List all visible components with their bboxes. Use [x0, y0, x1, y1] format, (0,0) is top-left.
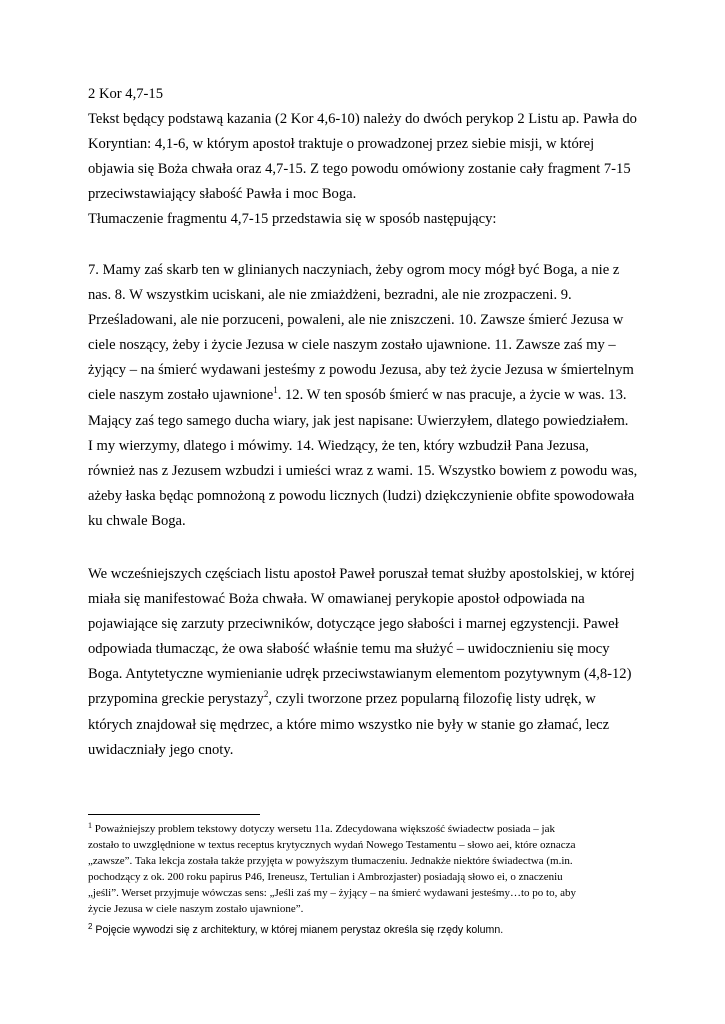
intro-section	[88, 82, 640, 233]
translation-line: I my wierzymy, dlatego i mówimy. 14. Wiedzący, że ten, który wzbudził Pana Jezusa,	[88, 437, 589, 454]
commentary-ref-text-end: , czyli tworzone przez popularną filozofię listy udręk, w	[268, 691, 596, 708]
commentary-line: uwidaczniały jego cnoty.	[88, 741, 234, 758]
footnote-ref-1[interactable]: 1	[273, 385, 278, 396]
footnote-1	[88, 821, 640, 917]
commentary-line: We wcześniejszych częściach listu apostoł Paweł poruszał temat służby apostolskiej, w której	[88, 566, 635, 582]
intro-line: Tekst będący podstawą kazania (2 Kor 4,6-10) należy do dwóch perykop 2 Listu ap. Pawła do	[88, 111, 637, 128]
footnote-line: pochodzący z ok. 200 roku papirus P46, Ireneusz, Tertulian i Ambrozjaster) posiadają słowo ei, o znaczeniu	[88, 871, 563, 883]
commentary-paragraph	[88, 562, 640, 763]
footnote-1-text: Poważniejszy problem tekstowy dotyczy wersetu 11a. Zdecydowana większość świadectw posiada – jak	[94, 823, 555, 835]
footnote-line: zostało to uwzględnione w textus receptus krytycznych wydań Nowego Testamentu – słowo aei, które oznacza	[88, 839, 576, 851]
footnote-line	[88, 922, 640, 938]
footnote-ref-2[interactable]: 2	[263, 689, 269, 700]
footnote-separator	[88, 814, 260, 815]
footnote-2-marker: 2	[88, 922, 93, 931]
commentary-line-with-footnote	[88, 687, 640, 712]
translation-line: ciele noszący, żeby i życie Jezusa w ciele naszym zostało ujawnione. 11. Zawsze zaś my –	[88, 337, 616, 354]
footnote-line: „jeśli”. Werset przyjmuje wówczas sens: „Jeśli zaś my – żyjący – na śmierć wydawani jesteśmy…to po to, aby	[88, 887, 576, 899]
commentary-line: odpowiada tłumacząc, że owa słabość właśnie temu ma służyć – uwidocznieniu się mocy	[88, 641, 610, 658]
translation-line: również nas z Jezusem wzbudzi i umieści wraz z wami. 15. Wszystko bowiem z powodu was,	[88, 462, 638, 479]
translation-line: Prześladowani, ale nie porzuceni, powaleni, ale nie zniszczeni. 10. Zawsze śmierć Jezusa w	[88, 312, 624, 329]
commentary-line: Boga. Antytetyczne wymienianie udręk przeciwstawianym elementom pozytywnym (4,8-12)	[88, 666, 632, 683]
commentary-line: pojawiające się zarzuty przeciwników, dotyczące jego słabości i marnej egzystencji. Paweł	[88, 616, 619, 633]
intro-line: Koryntian: 4,1-6, w którym apostoł traktuje o prowadzonej przez siebie misji, w której	[88, 136, 595, 153]
translation-line-with-footnote	[88, 383, 640, 408]
footnote-line	[88, 821, 640, 837]
commentary-ref-text: przypomina greckie perystazy	[88, 691, 264, 708]
footnote-1-marker: 1	[88, 821, 92, 830]
commentary-line: miała się manifestować Boża chwała. W omawianej perykopie apostoł odpowiada na	[88, 591, 585, 608]
document-heading: 2 Kor 4,7-15	[88, 86, 163, 102]
translation-ref-text-end: . 12. W ten sposób śmierć w nas pracuje, a życie w was. 13.	[277, 387, 627, 404]
footnote-2-text: Pojęcie wywodzi się z architektury, w której mianem perystaz określa się rzędy kolumn.	[95, 924, 504, 936]
translation-paragraph	[88, 258, 640, 534]
commentary-line: których znajdował się mędrzec, a które mimo wszystko nie były w stanie go złamać, lecz	[88, 716, 610, 733]
intro-line: objawia się Boża chwała oraz 4,7-15. Z tego powodu omówiony zostanie cały fragment 7-15	[88, 161, 631, 178]
translation-line: nas. 8. W wszystkim uciskani, ale nie zmiażdżeni, bezradni, ale nie zrozpaczeni. 9.	[88, 287, 572, 304]
footnote-line: życie Jezusa w ciele naszym zostało ujawnione”.	[88, 903, 304, 915]
translation-ref-text: ciele naszym zostało ujawnione	[88, 387, 274, 404]
footnote-2	[88, 922, 640, 938]
intro-line: przeciwstawiający słabość Pawła i moc Boga.	[88, 186, 357, 203]
translation-line: Mający zaś tego samego ducha wiary, jak jest napisane: Uwierzyłem, dlatego powiedziałem.	[88, 412, 629, 429]
translation-line: żyjący – na śmierć wydawani jesteśmy z powodu Jezusa, aby też życie Jezusa w śmiertelnym	[88, 362, 634, 379]
translation-line: ażeby łaska będąc pomnożoną z powodu licznych (ludzi) dziękczynienie obfite spowodowała	[88, 487, 635, 504]
footnote-line: „zawsze”. Taka lekcja została także przyjęta w powyższym tłumaczeniu. Jednakże niektóre świadectwa (m.in.	[88, 855, 573, 867]
intro-line: Tłumaczenie fragmentu 4,7-15 przedstawia się w sposób następujący:	[88, 211, 497, 228]
translation-line: ku chwale Boga.	[88, 512, 186, 529]
translation-line: 7. Mamy zaś skarb ten w glinianych naczyniach, żeby ogrom mocy mógł być Boga, a nie z	[88, 262, 620, 278]
